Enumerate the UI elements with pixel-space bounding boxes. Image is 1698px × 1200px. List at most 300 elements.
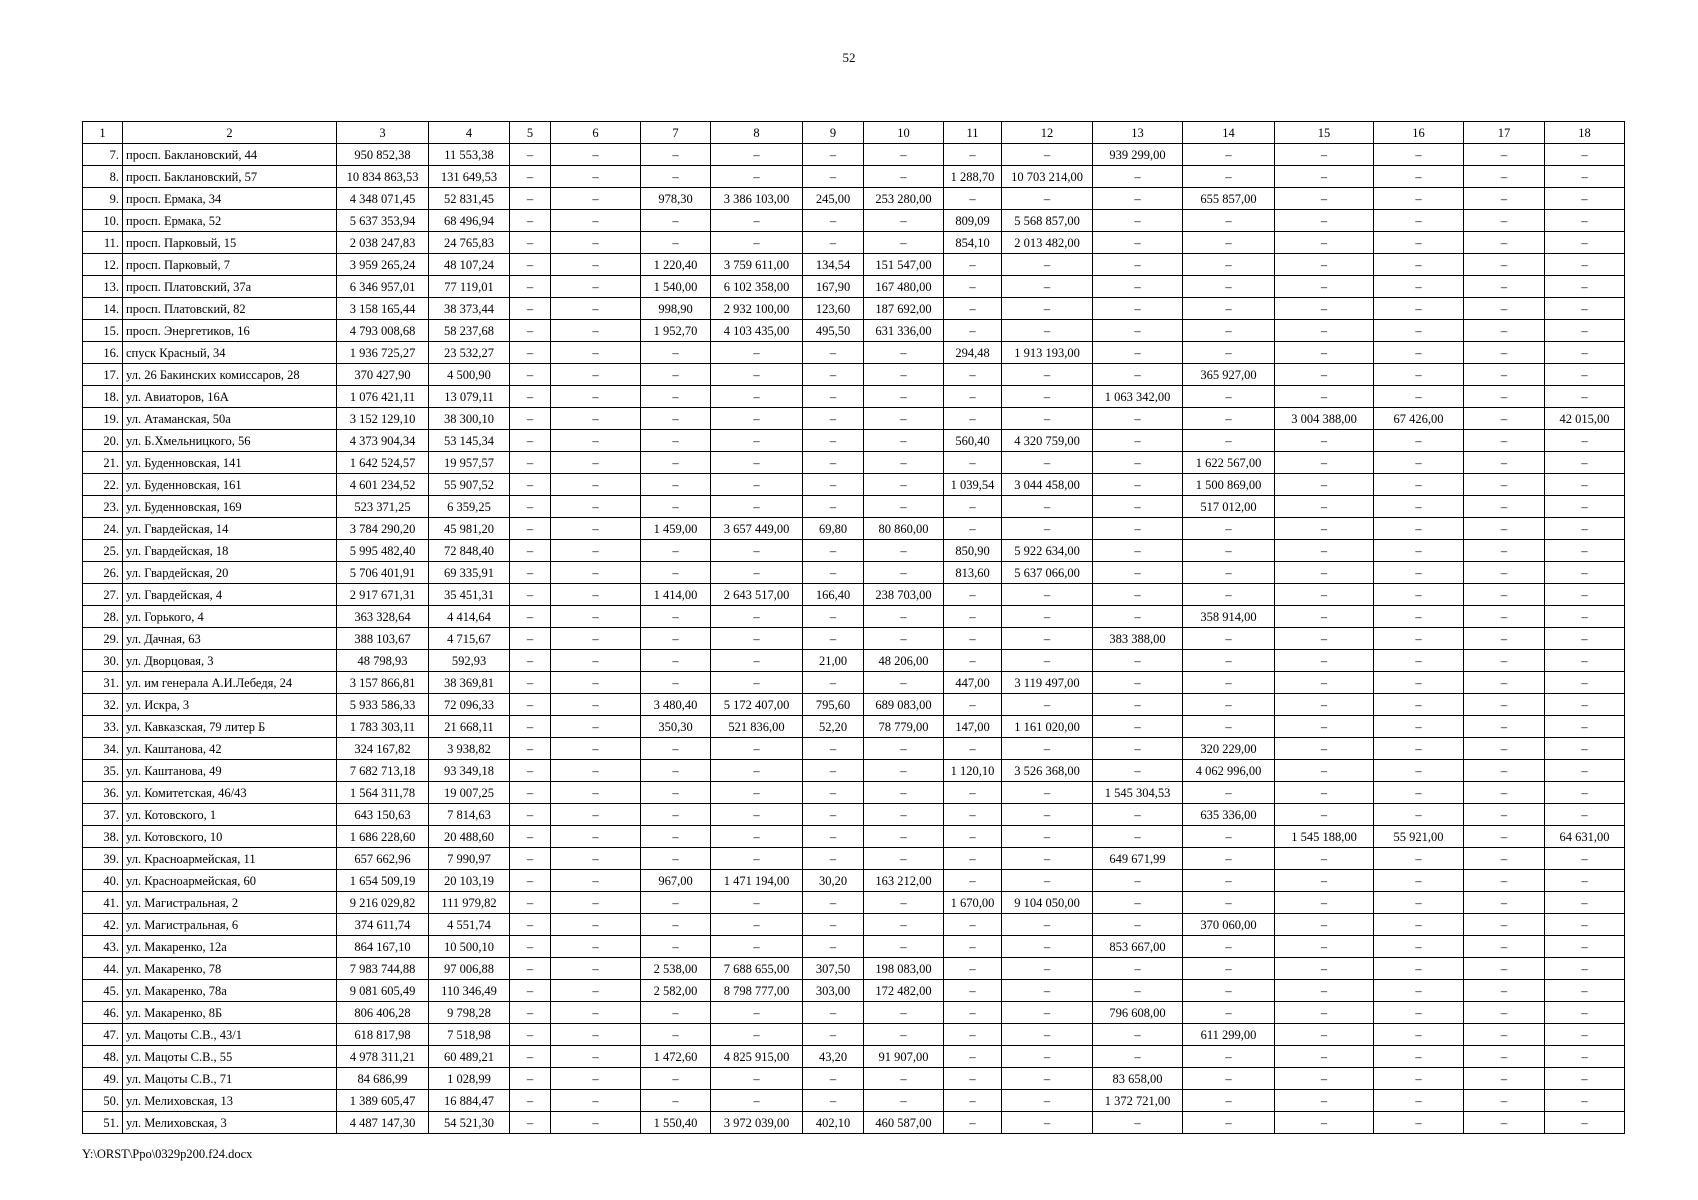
value-cell: – [1183,408,1275,430]
value-cell: – [1464,408,1545,430]
value-cell: – [1374,166,1464,188]
value-cell: – [944,386,1002,408]
value-cell: – [1374,232,1464,254]
table-row [83,1046,1625,1068]
value-cell: – [1093,892,1183,914]
value-cell: – [1183,540,1275,562]
address-cell: ул. Каштанова, 42 [123,738,337,760]
value-cell: – [1275,144,1374,166]
value-cell: – [1545,452,1625,474]
value-cell: 131 649,53 [429,166,510,188]
value-cell: – [803,804,864,826]
value-cell: – [1464,606,1545,628]
value-cell: – [864,738,944,760]
value-cell: 4 978 311,21 [337,1046,429,1068]
address-cell: ул. Мелиховская, 13 [123,1090,337,1112]
value-cell: – [944,650,1002,672]
value-cell: – [1183,518,1275,540]
value-cell: 68 496,94 [429,210,510,232]
row-number-cell: 26. [83,562,123,584]
value-cell: – [1093,760,1183,782]
value-cell: – [1464,1046,1545,1068]
value-cell: – [1545,760,1625,782]
value-cell: – [551,144,641,166]
value-cell: – [1002,980,1093,1002]
column-header: 13 [1093,122,1183,144]
value-cell: 19 957,57 [429,452,510,474]
table-row [83,848,1625,870]
address-cell: просп. Баклановский, 44 [123,144,337,166]
value-cell: – [1002,782,1093,804]
value-cell: – [641,562,711,584]
value-cell: 383 388,00 [1093,628,1183,650]
value-cell: – [1183,210,1275,232]
value-cell: – [1374,1068,1464,1090]
value-cell: – [711,562,803,584]
value-cell: – [1545,694,1625,716]
address-cell: ул. Горького, 4 [123,606,337,628]
value-cell: 1 540,00 [641,276,711,298]
value-cell: – [1002,694,1093,716]
value-cell: – [1002,650,1093,672]
address-cell: ул. Б.Хмельницкого, 56 [123,430,337,452]
value-cell: – [641,782,711,804]
address-cell: ул. Дачная, 63 [123,628,337,650]
value-cell: – [551,518,641,540]
value-cell: – [1093,606,1183,628]
value-cell: – [1183,386,1275,408]
value-cell: – [803,408,864,430]
value-cell: – [641,826,711,848]
value-cell: – [944,782,1002,804]
value-cell: – [1002,1090,1093,1112]
value-cell: – [803,848,864,870]
value-cell: 3 972 039,00 [711,1112,803,1134]
value-cell: – [864,1024,944,1046]
value-cell: 1 039,54 [944,474,1002,496]
value-cell: 363 328,64 [337,606,429,628]
value-cell: – [1093,518,1183,540]
value-cell: – [1374,298,1464,320]
value-cell: 4 825 915,00 [711,1046,803,1068]
value-cell: – [510,540,551,562]
value-cell: – [1275,474,1374,496]
value-cell: 560,40 [944,430,1002,452]
value-cell: 20 103,19 [429,870,510,892]
table-row [83,254,1625,276]
value-cell: – [944,276,1002,298]
value-cell: – [864,496,944,518]
value-cell: – [1464,210,1545,232]
value-cell: 93 349,18 [429,760,510,782]
value-cell: 3 044 458,00 [1002,474,1093,496]
value-cell: 1 550,40 [641,1112,711,1134]
value-cell: – [803,892,864,914]
value-cell: 69,80 [803,518,864,540]
value-cell: – [1464,276,1545,298]
value-cell: – [1374,1002,1464,1024]
value-cell: – [711,782,803,804]
value-cell: 38 300,10 [429,408,510,430]
value-cell: – [551,1090,641,1112]
value-cell: – [711,540,803,562]
value-cell: – [551,298,641,320]
value-cell: 4 601 234,52 [337,474,429,496]
column-header: 16 [1374,122,1464,144]
value-cell: – [551,166,641,188]
value-cell: – [864,166,944,188]
value-cell: – [864,892,944,914]
value-cell: – [711,1068,803,1090]
address-cell: ул. Макаренко, 78 [123,958,337,980]
value-cell: 3 784 290,20 [337,518,429,540]
value-cell: – [1464,738,1545,760]
value-cell: – [803,826,864,848]
value-cell: – [864,562,944,584]
value-cell: 123,60 [803,298,864,320]
value-cell: – [1545,1046,1625,1068]
value-cell: 9 216 029,82 [337,892,429,914]
value-cell: 21 668,11 [429,716,510,738]
value-cell: – [641,540,711,562]
value-cell: – [1545,1090,1625,1112]
value-cell: 53 145,34 [429,430,510,452]
row-number-cell: 44. [83,958,123,980]
value-cell: – [641,342,711,364]
value-cell: 854,10 [944,232,1002,254]
value-cell: 809,09 [944,210,1002,232]
table-row [83,980,1625,1002]
value-cell: – [1093,958,1183,980]
address-cell: ул. Буденновская, 169 [123,496,337,518]
value-cell: – [510,892,551,914]
value-cell: 5 637 066,00 [1002,562,1093,584]
table-body [83,144,1625,1134]
value-cell: – [551,342,641,364]
value-cell: – [1002,826,1093,848]
value-cell: – [1093,562,1183,584]
value-cell: 447,00 [944,672,1002,694]
address-cell: ул. Макаренко, 8Б [123,1002,337,1024]
value-cell: – [1093,584,1183,606]
value-cell: 52,20 [803,716,864,738]
value-cell: – [510,1046,551,1068]
value-cell: – [944,1090,1002,1112]
value-cell: – [641,430,711,452]
value-cell: 3 526 368,00 [1002,760,1093,782]
value-cell: – [1093,1046,1183,1068]
value-cell: – [944,1002,1002,1024]
row-number-cell: 8. [83,166,123,188]
value-cell: 813,60 [944,562,1002,584]
value-cell: 163 212,00 [864,870,944,892]
value-cell: – [1002,1112,1093,1134]
value-cell: – [1183,1046,1275,1068]
row-number-cell: 43. [83,936,123,958]
table-row [83,958,1625,980]
value-cell: – [1545,1112,1625,1134]
value-cell: – [1374,584,1464,606]
value-cell: – [1545,320,1625,342]
value-cell: 54 521,30 [429,1112,510,1134]
value-cell: – [641,1068,711,1090]
value-cell: 689 083,00 [864,694,944,716]
value-cell: – [1545,232,1625,254]
value-cell: – [1374,254,1464,276]
value-cell: – [1002,584,1093,606]
value-cell: 2 643 517,00 [711,584,803,606]
value-cell: – [1275,958,1374,980]
value-cell: – [803,166,864,188]
value-cell: 2 013 482,00 [1002,232,1093,254]
value-cell: – [1183,1090,1275,1112]
column-header: 11 [944,122,1002,144]
footer-file-path: Y:\ORST\Ppo\0329p200.f24.docx [82,1147,253,1161]
value-cell: 3 759 611,00 [711,254,803,276]
address-cell: ул. Мелиховская, 3 [123,1112,337,1134]
address-cell: просп. Ермака, 52 [123,210,337,232]
value-cell: 1 654 509,19 [337,870,429,892]
value-cell: – [1002,870,1093,892]
value-cell: – [1275,892,1374,914]
address-cell: ул. Макаренко, 78а [123,980,337,1002]
value-cell: – [1275,518,1374,540]
value-cell: 5 995 482,40 [337,540,429,562]
value-cell: 2 582,00 [641,980,711,1002]
value-cell: – [1002,936,1093,958]
value-cell: – [551,980,641,1002]
page-number: 52 [842,50,856,65]
value-cell: – [944,980,1002,1002]
value-cell: – [864,232,944,254]
value-cell: – [641,672,711,694]
value-cell: – [1093,1024,1183,1046]
row-number-cell: 38. [83,826,123,848]
value-cell: – [1183,826,1275,848]
value-cell: – [510,716,551,738]
table-row [83,892,1625,914]
value-cell: – [1374,452,1464,474]
value-cell: 1 414,00 [641,584,711,606]
value-cell: – [1183,144,1275,166]
value-cell: 307,50 [803,958,864,980]
address-cell: ул. Котовского, 10 [123,826,337,848]
value-cell: – [510,496,551,518]
row-number-cell: 42. [83,914,123,936]
value-cell: 806 406,28 [337,1002,429,1024]
value-cell: – [711,232,803,254]
value-cell: – [551,716,641,738]
value-cell: 523 371,25 [337,496,429,518]
value-cell: 5 568 857,00 [1002,210,1093,232]
value-cell: – [641,364,711,386]
table-row [83,320,1625,342]
value-cell: – [1374,936,1464,958]
address-cell: ул. Буденновская, 161 [123,474,337,496]
address-cell: ул. Каштанова, 49 [123,760,337,782]
value-cell: 4 551,74 [429,914,510,936]
value-cell: 30,20 [803,870,864,892]
row-number-cell: 17. [83,364,123,386]
value-cell: – [641,144,711,166]
value-cell: – [510,958,551,980]
value-cell: 460 587,00 [864,1112,944,1134]
value-cell: – [1093,254,1183,276]
address-cell: просп. Парковый, 7 [123,254,337,276]
address-cell: просп. Энергетиков, 16 [123,320,337,342]
value-cell: – [803,936,864,958]
value-cell: – [510,672,551,694]
value-cell: – [711,914,803,936]
row-number-cell: 22. [83,474,123,496]
value-cell: – [551,540,641,562]
value-cell: – [1545,606,1625,628]
value-cell: 42 015,00 [1545,408,1625,430]
value-cell: – [803,1090,864,1112]
table-row [83,452,1625,474]
value-cell: 10 703 214,00 [1002,166,1093,188]
value-cell: – [1093,210,1183,232]
value-cell: 1 161 020,00 [1002,716,1093,738]
value-cell: – [1374,738,1464,760]
value-cell: – [551,848,641,870]
value-cell: – [1545,958,1625,980]
value-cell: – [1374,540,1464,562]
value-cell: – [641,892,711,914]
row-number-cell: 27. [83,584,123,606]
value-cell: 7 983 744,88 [337,958,429,980]
table-row [83,1090,1625,1112]
value-cell: – [711,364,803,386]
value-cell: – [1374,782,1464,804]
value-cell: – [510,628,551,650]
value-cell: 1 459,00 [641,518,711,540]
address-cell: просп. Баклановский, 57 [123,166,337,188]
value-cell: – [1275,1046,1374,1068]
value-cell: – [510,210,551,232]
value-cell: 3 480,40 [641,694,711,716]
value-cell: – [1464,958,1545,980]
column-header: 7 [641,122,711,144]
value-cell: – [1545,562,1625,584]
value-cell: – [803,474,864,496]
value-cell: – [864,386,944,408]
value-cell: – [551,650,641,672]
value-cell: 10 834 863,53 [337,166,429,188]
value-cell: 2 538,00 [641,958,711,980]
value-cell: 52 831,45 [429,188,510,210]
address-cell: ул. Мацоты С.В., 71 [123,1068,337,1090]
value-cell: 4 103 435,00 [711,320,803,342]
value-cell: – [1374,1112,1464,1134]
value-cell: – [711,386,803,408]
value-cell: – [864,826,944,848]
value-cell: 1 028,99 [429,1068,510,1090]
value-cell: – [551,232,641,254]
value-cell: 9 081 605,49 [337,980,429,1002]
value-cell: 1 564 311,78 [337,782,429,804]
value-cell: – [1545,166,1625,188]
value-cell: – [1545,210,1625,232]
address-cell: просп. Ермака, 34 [123,188,337,210]
value-cell: 618 817,98 [337,1024,429,1046]
value-cell: – [1374,650,1464,672]
value-cell: 649 671,99 [1093,848,1183,870]
value-cell: – [510,474,551,496]
value-cell: – [510,848,551,870]
value-cell: 9 104 050,00 [1002,892,1093,914]
value-cell: – [1464,980,1545,1002]
value-cell: – [510,166,551,188]
value-cell: – [1093,452,1183,474]
column-header: 14 [1183,122,1275,144]
value-cell: – [1545,342,1625,364]
row-number-cell: 35. [83,760,123,782]
table-row [83,166,1625,188]
value-cell: – [1545,848,1625,870]
table-row [83,914,1625,936]
value-cell: – [711,1090,803,1112]
table-row [83,650,1625,672]
table-row [83,606,1625,628]
value-cell: 91 907,00 [864,1046,944,1068]
value-cell: 7 814,63 [429,804,510,826]
value-cell: – [1464,760,1545,782]
value-cell: – [1093,804,1183,826]
value-cell: – [510,694,551,716]
table-row [83,364,1625,386]
value-cell: 48 107,24 [429,254,510,276]
value-cell: 2 932 100,00 [711,298,803,320]
row-number-cell: 30. [83,650,123,672]
value-cell: – [510,804,551,826]
address-cell: ул. Кавказская, 79 литер Б [123,716,337,738]
value-cell: – [1275,1090,1374,1112]
value-cell: – [1093,980,1183,1002]
table-row [83,672,1625,694]
value-cell: – [1183,716,1275,738]
value-cell: – [1464,1090,1545,1112]
value-cell: 3 959 265,24 [337,254,429,276]
value-cell: 365 927,00 [1183,364,1275,386]
value-cell: 1 500 869,00 [1183,474,1275,496]
value-cell: – [1183,1112,1275,1134]
column-header: 4 [429,122,510,144]
value-cell: – [711,892,803,914]
value-cell: – [1275,848,1374,870]
value-cell: – [1374,958,1464,980]
address-cell: ул. Искра, 3 [123,694,337,716]
value-cell: – [944,298,1002,320]
value-cell: – [1464,848,1545,870]
value-cell: – [1464,430,1545,452]
table-row [83,496,1625,518]
row-number-cell: 40. [83,870,123,892]
value-cell: – [803,540,864,562]
column-header: 3 [337,122,429,144]
value-cell: – [1464,892,1545,914]
value-cell: – [1464,254,1545,276]
value-cell: 9 798,28 [429,1002,510,1024]
value-cell: – [1464,650,1545,672]
value-cell: – [944,254,1002,276]
table-row [83,540,1625,562]
value-cell: – [1002,914,1093,936]
value-cell: – [864,540,944,562]
value-cell: 172 482,00 [864,980,944,1002]
value-cell: – [1275,496,1374,518]
value-cell: 3 157 866,81 [337,672,429,694]
